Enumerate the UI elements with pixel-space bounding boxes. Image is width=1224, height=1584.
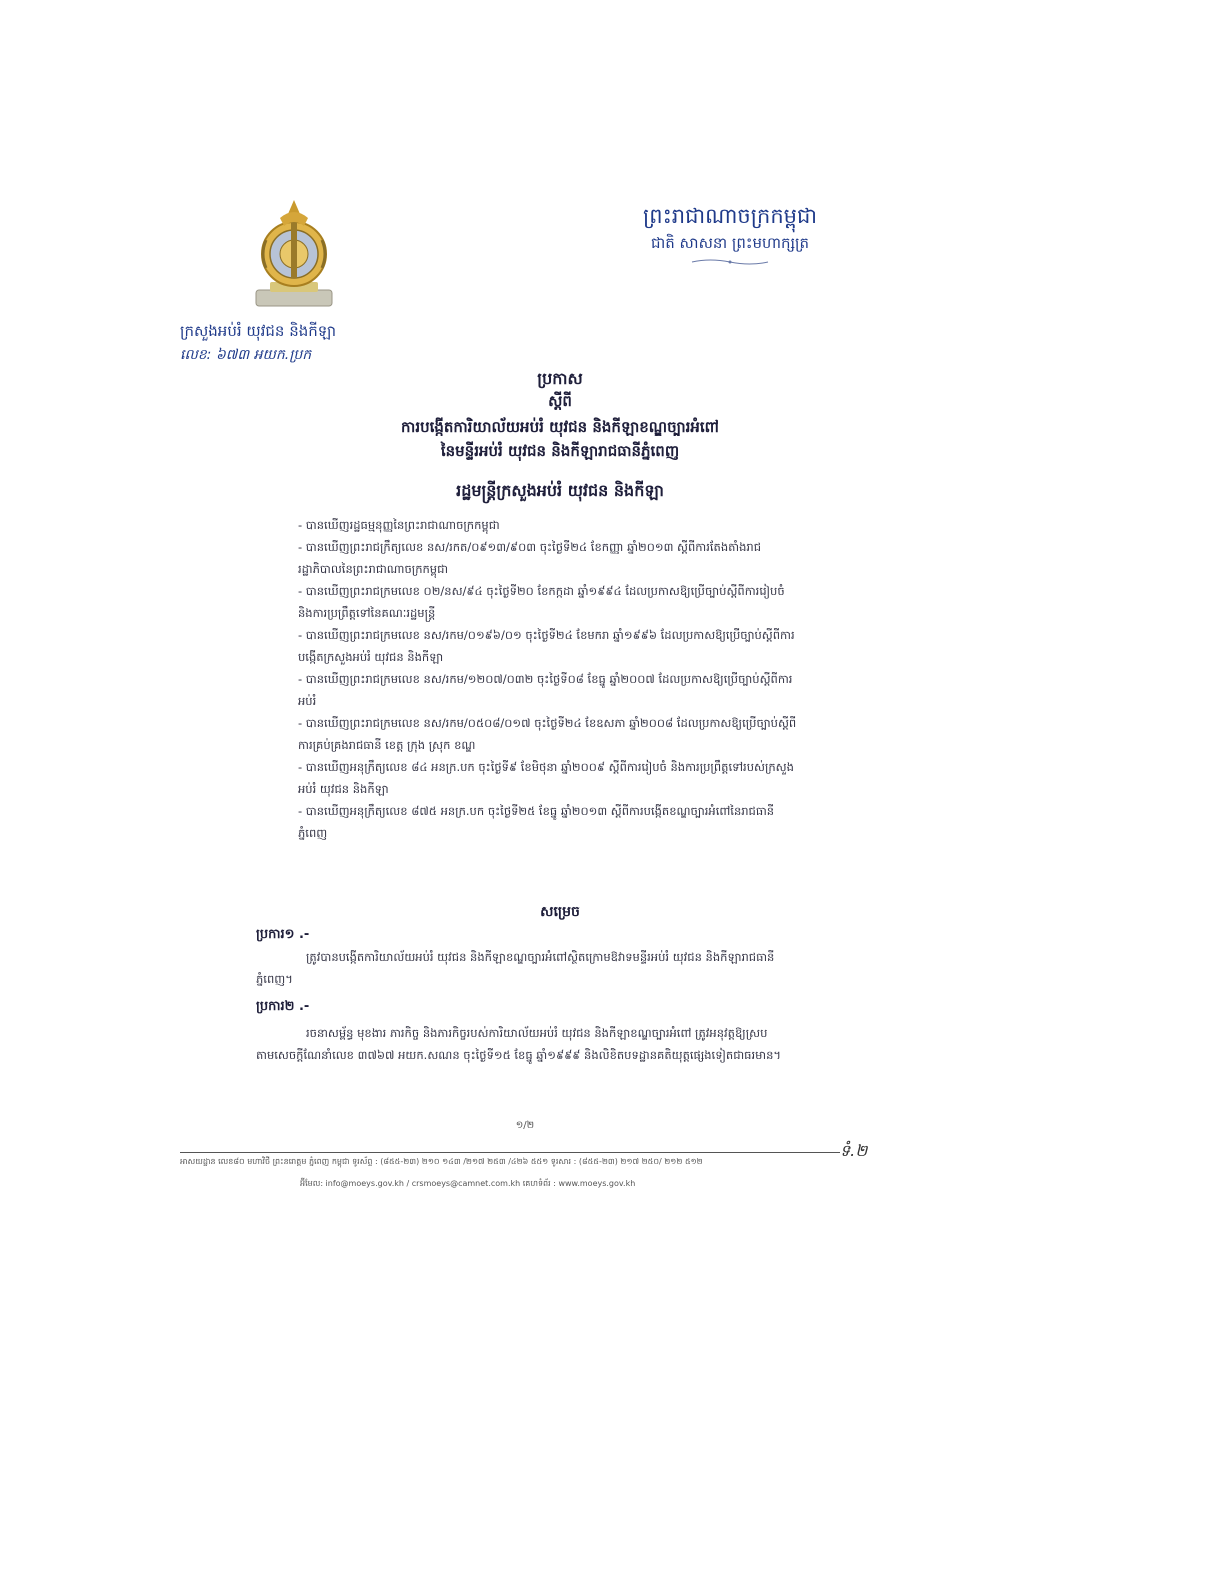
kingdom-title: ព្រះរាជាណាចក្រកម្ពុជា	[642, 204, 817, 228]
article-1-body: ត្រូវបានបង្កើតការិយាល័យអប់រំ យុវជន និងកីឡាខណ្ឌច្បារអំពៅស្ថិតក្រោមឱវាទមន្ទីរអប់រំ យុវជន និងកីឡារាជធានីភ្នំពេញ។	[256, 950, 775, 986]
reference-number: លេខ: ៦៧៣ អយក.ប្រក	[180, 347, 312, 363]
document-subject-line-1: ការបង្កើតការិយាល័យអប់រំ យុវជន និងកីឡាខណ្ឌច្បារអំពៅ	[401, 418, 719, 436]
kingdom-heading	[600, 202, 860, 266]
footer-address: អាសយដ្ឋាន លេខ៨០ មហាវិថី ព្រះនរោត្តម ភ្នំពេញ កម្ពុជា ទូរស័ព្ទ : (៨៥៥-២៣) ២១០ ១៤៣ /២១៧ ២៥៣ /៤២៦ ៥៥១ ទូរសារ : (៨៥៥-២៣) ២១៧ ២៥០/ ២១២ ៥១២	[180, 1157, 703, 1166]
decision-title: សម្រេច	[540, 904, 580, 920]
reference-item: - បានឃើញរដ្ឋធម្មនុញ្ញនៃព្រះរាជាណាចក្រកម្ពុជា	[298, 518, 500, 532]
reference-item: - បានឃើញអនុក្រឹត្យលេខ ៨៧៥ អនក្រ.បក ចុះថ្ងៃទី២៥ ខែធ្នូ ឆ្នាំ២០១៣ ស្តីពីការបង្កើតខណ្ឌច្បារអំពៅនៃរាជធានីភ្នំពេញ	[298, 804, 775, 840]
footer-contact: អ៊ីមែល: info@moeys.gov.kh / crsmoeys@camnet.com.kh គេហទំព័រ : www.moeys.gov.kh	[300, 1179, 636, 1188]
footer-mark: ទំ.២	[840, 1141, 868, 1160]
ministry-emblem-icon	[254, 198, 334, 310]
references-list	[298, 514, 798, 844]
kingdom-motto: ជាតិ សាសនា ព្រះមហាក្សត្រ	[650, 234, 810, 252]
article-2-body: រចនាសម្ព័ន្ធ មុខងារ ភារកិច្ច និងភារកិច្ចរបស់ការិយាល័យអប់រំ យុវជន និងកីឡាខណ្ឌច្បារអំពៅ ត្រូវអនុវត្តឱ្យស្របតាមសេចក្តីណែនាំលេខ ៣៧៦៧ អយក.សណន ចុះថ្ងៃទី១៥ ខែធ្នូ ឆ្នាំ១៩៩៩ និងលិខិតបទដ្ឋានគតិយុត្តផ្សេងទៀតជាធរមាន។	[256, 1026, 781, 1062]
page-number: ១/២	[515, 1120, 535, 1131]
reference-item: - បានឃើញព្រះរាជក្រមលេខ នស/រកម/១២០៧/០៣២ ចុះថ្ងៃទី០៨ ខែធ្នូ ឆ្នាំ២០០៧ ដែលប្រកាសឱ្យប្រើច្បាប់ស្តីពីការអប់រំ	[298, 672, 793, 708]
minister-title: រដ្ឋមន្ត្រីក្រសួងអប់រំ យុវជន និងកីឡា	[456, 481, 664, 500]
ministry-block	[180, 320, 440, 368]
document-about: ស្តីពី	[548, 392, 572, 410]
article-1-label: ប្រការ១ .-	[256, 927, 310, 942]
footer-divider	[180, 1152, 840, 1153]
reference-item: - បានឃើញព្រះរាជក្រមលេខ នស/រកម/០១៩៦/០១ ចុះថ្ងៃទី២៤ ខែមករា ឆ្នាំ១៩៩៦ ដែលប្រកាសឱ្យប្រើច្បាប់ស្តីពីការបង្កើតក្រសួងអប់រំ យុវជន និងកីឡា	[298, 628, 795, 664]
document-type: ប្រកាស	[537, 369, 583, 388]
reference-item: - បានឃើញព្រះរាជក្រមលេខ នស/រកម/០៥០៨/០១៧ ចុះថ្ងៃទី២៤ ខែឧសភា ឆ្នាំ២០០៨ ដែលប្រកាសឱ្យប្រើច្បាប់ស្តីពីការគ្រប់គ្រងរាជធានី ខេត្ត ក្រុង ស្រុក ខណ្ឌ	[298, 716, 797, 752]
ornament-divider-icon	[690, 258, 770, 266]
reference-item: - បានឃើញព្រះរាជក្រឹត្យលេខ នស/រកត/០៩១៣/៩០៣ ចុះថ្ងៃទី២៤ ខែកញ្ញា ឆ្នាំ២០១៣ ស្តីពីការតែងតាំងរាជរដ្ឋាភិបាលនៃព្រះរាជាណាចក្រកម្ពុជា	[298, 540, 762, 576]
reference-item: - បានឃើញព្រះរាជក្រមលេខ ០២/នស/៩៤ ចុះថ្ងៃទី២០ ខែកក្កដា ឆ្នាំ១៩៩៤ ដែលប្រកាសឱ្យប្រើច្បាប់ស្តីពីការរៀបចំនិងការប្រព្រឹត្តទៅនៃគណៈរដ្ឋមន្ត្រី	[298, 584, 785, 620]
document-subject-line-2: នៃមន្ទីរអប់រំ យុវជន និងកីឡារាជធានីភ្នំពេញ	[440, 442, 680, 460]
ministry-name: ក្រសួងអប់រំ យុវជន និងកីឡា	[180, 322, 337, 340]
reference-item: - បានឃើញអនុក្រឹត្យលេខ ៨៤ អនក្រ.បក ចុះថ្ងៃទី៩ ខែមិថុនា ឆ្នាំ២០០៩ ស្តីពីការរៀបចំ និងការប្រព្រឹត្តទៅរបស់ក្រសួងអប់រំ យុវជន និងកីឡា	[298, 760, 794, 796]
article-2-label: ប្រការ២ .-	[256, 999, 310, 1014]
